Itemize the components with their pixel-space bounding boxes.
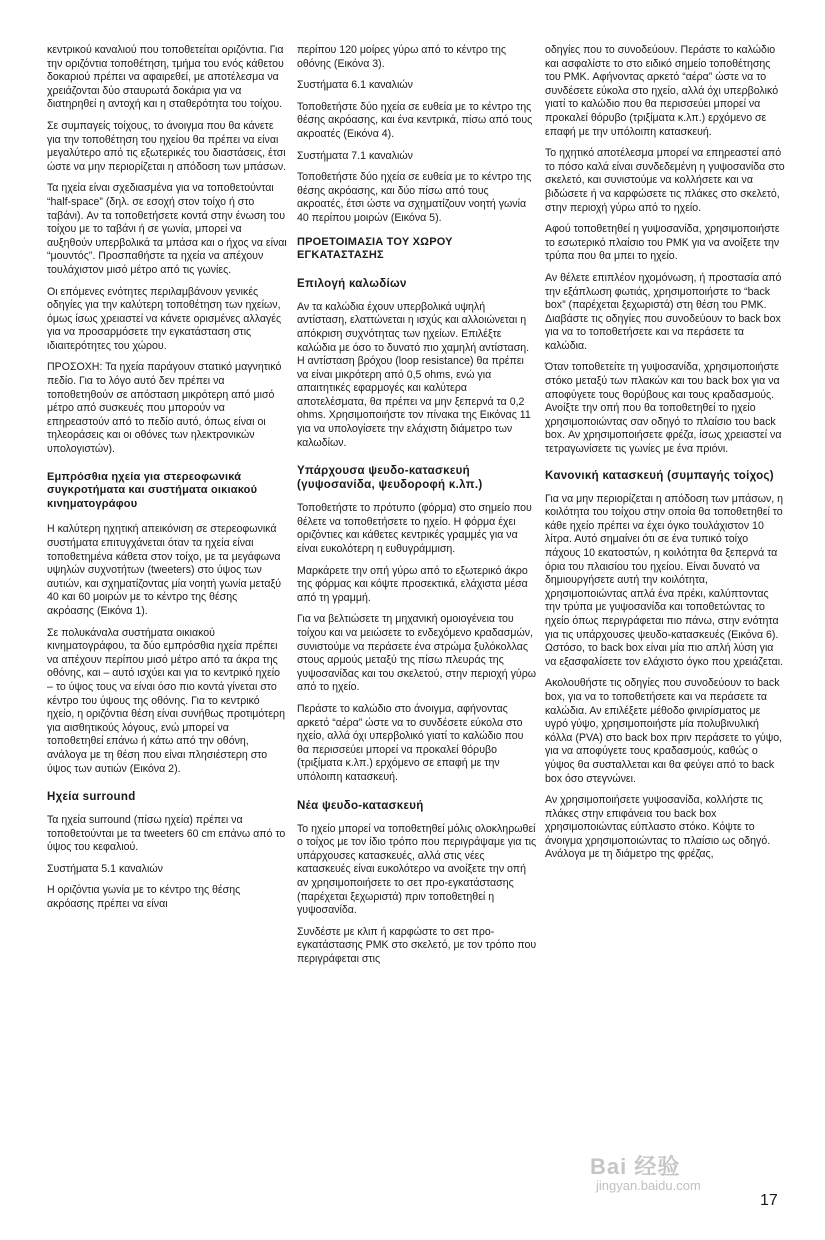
paragraph: Όταν τοποθετείτε τη γυψοσανίδα, χρησιμοποιήστε στόκο μεταξύ των πλακών και του back box για να αποφύγετε τους θορύβους και τους κραδασμούς. Ανοίξτε την οπή που θα τοποθετηθεί το ηχείο χρησιμοποιώντας σαν οδηγό το πλαίσιο του back box. Αν χρησιμοποιήσετε φρέζα, ίσως χρειαστεί να τετραγωνίσετε τις γωνίες με ένα πριόνι. — [545, 361, 782, 456]
section-heading-existing-construction: Υπάρχουσα ψευδο-κατασκευή (γυψοσανίδα, ψευδοροφή κ.λπ.) — [297, 465, 483, 492]
paragraph: Τα ηχεία surround (πίσω ηχεία) πρέπει να τοποθετούνται με τα tweeters 60 cm επάνω από το ύψος του κεφαλιού. — [47, 814, 286, 854]
paragraph: Σε συμπαγείς τοίχους, το άνοιγμα που θα κάνετε για την τοποθέτηση του ηχείου θα πρέπει να είναι μεγαλύτερο από τις εξωτερικές του διαστάσεις, έτσι ώστε να μην περιορίζεται η απόδοση των μπάσων. — [47, 119, 287, 173]
paragraph: Για να μην περιορίζεται η απόδοση των μπάσων, η κοιλότητα του τοίχου στην οποία θα τοποθετηθεί το κάθε ηχείο πρέπει να έχει όγκο τουλάχιστον 10 λίτρα. Αυτό σημαίνει ότι σε ένα τυπικό τοίχο πάχους 10 εκατοστών, η κοιλότητα θα ξεπερνά τα όρια του πλαισίου του ηχείου. Είναι δυνατό να δημιουργήσετε αυτή την κοιλότητα, χρησιμοποιώντας απλά ένα πρέκι, καλύπτοντας την τρύπα με γυψοσανίδα και τοποθετώντας το ηχείο όπως περιγράφεται πιο πάνω, στην ενότητα για τις υπάρχουσες ψευδο-κατασκευές (Εικόνα 6). Ωστόσο, το back box είναι μία πιο απλή λύση για να εξασφαλίσετε τον ελάχιστο όγκο που χρειάζεται. — [545, 492, 784, 668]
paragraph: Σε πολυκάναλα συστήματα οικιακού κινηματογράφου, τα δύο εμπρόσθια ηχεία πρέπει να απέχουν περίπου μισό μέτρο από τα άκρα της οθόνης, και – αυτό ισχύει και για το κεντρικό ηχείο – το ύψος τους να είναι όσο πιο κοντά γίνεται στο κέντρο του ύψους της οθόνης. Για το κεντρικό ηχείο, η οριζόντια θέση είναι συνήθως προτιμότερη για αισθητικούς λόγους, ενώ μπορεί να τοποθετηθεί επάνω ή κάτω από την οθόνη, ανάλογα με τη θέση που είναι πλησιέστερη στο ύψος των αυτιών (Εικόνα 2). — [47, 626, 285, 775]
page-number: 17 — [760, 1192, 778, 1209]
paragraph: ΠΡΟΣΟΧΗ: Τα ηχεία παράγουν στατικό μαγνητικό πεδίο. Για το λόγο αυτό δεν πρέπει να τοποθετηθούν σε απόσταση μικρότερη από μισό μέτρο από συσκευές που μπορούν να επηρεαστούν από το πεδίο αυτό, όπως είναι οι τηλεοράσεις και οι οθόνες των ηλεκτρονικών υπολογιστών). — [47, 361, 282, 456]
section-heading-cables: Επιλογή καλωδίων — [297, 277, 407, 290]
paragraph: κεντρικού καναλιού που τοποθετείται οριζόντια. Για την οριζόντια τοποθέτηση, τμήμα του ενός κάθετου δοκαριού πρέπει να αφαιρεθεί, με αποτέλεσμα να χρειάζονται δύο σταυρωτά δοκάρια για να διατηρηθεί η αντοχή και η σταθερότητα του τοίχου. — [47, 44, 284, 111]
section-heading-front-speakers: Εμπρόσθια ηχεία για στερεοφωνικά συγκροτήματα και συστήματα οικιακού κινηματογράφου — [47, 470, 258, 510]
paragraph: Οι επόμενες ενότητες περιλαμβάνουν γενικές οδηγίες για την καλύτερη τοποθέτηση των ηχείων, όμως ίσως χρειαστεί να κάνετε ορισμένες αλλαγές για να προσαρμόσετε την εγκατάσταση στις ιδιαιτερότητες του χώρου. — [47, 285, 282, 352]
section-heading-new-construction: Νέα ψευδο-κατασκευή — [297, 799, 424, 812]
paragraph: Για να βελτιώσετε τη μηχανική ομοιογένεια του τοίχου και να μειώσετε το ενδεχόμενο κραδασμών, συνιστούμε να περάσετε ένα στρώμα ξυλόκολλας στους αρμούς μεταξύ της πίσω πλευράς της γυψοσανίδας και του σκελετού, στην περιοχή γύρω από το ηχείο. — [297, 613, 537, 694]
paragraph: Συστήματα 5.1 καναλιών — [47, 862, 163, 875]
watermark-logo: Bai 经验 — [590, 1154, 681, 1179]
paragraph: Τοποθετήστε το πρότυπο (φόρμα) στο σημείο που θέλετε να τοποθετήσετε το ηχείο. Η φόρμα έχει οριζόντιες και κάθετες κεντρικές γραμμές για να είναι ευκολότερη η ευθυγράμμιση. — [297, 502, 532, 556]
paragraph: Αν τα καλώδια έχουν υπερβολικά υψηλή αντίσταση, ελαττώνεται η ισχύς και αλλοιώνεται η απόκριση συχνότητας των ηχείων. Επιλέξτε καλώδια με όσο το δυνατό πιο χαμηλή αντίσταση. Η αντίσταση βρόχου (loop resistance) θα πρέπει να είναι μικρότερη από 0,5 ohms, ενώ για απαιτητικές εφαρμογές και καλύτερα αποτελέσματα, θα πρέπει να μην ξεπερνά τα 0,2 ohms. Χρησιμοποιήστε τον πίνακα της Εικόνας 11 για να υπολογίσετε την ελάχιστη διάμετρο των καλωδίων. — [297, 300, 531, 449]
paragraph: Το ηχείο μπορεί να τοποθετηθεί μόλις ολοκληρωθεί ο τοίχος με τον ίδιο τρόπο που περιγράψαμε για τις υπάρχουσες κατασκευές, αλλά στις νέες κατασκευές είναι ευκολότερο να ανοίξετε την οπή αν χρησιμοποιήσετε το σετ προ-εγκατάστασης (παρέχεται ξεχωριστά) πριν τοποθετηθεί η γυψοσανίδα. — [297, 822, 537, 917]
paragraph: Τοποθετήστε δύο ηχεία σε ευθεία με το κέντρο της θέσης ακρόασης, και ένα κεντρικά, πίσω από τους ακροατές (Εικόνα 4). — [297, 100, 533, 140]
column-2 — [297, 44, 537, 974]
section-heading-preparation: ΠΡΟΕΤΟΙΜΑΣΙΑ ΤΟΥ ΧΩΡΟΥ ΕΓΚΑΤΑΣΤΑΣΗΣ — [297, 235, 453, 262]
paragraph: Αφού τοποθετηθεί η γυψοσανίδα, χρησιμοποιήστε το εσωτερικό πλαίσιο του PMK για να ανοίξετε την τρύπα που θα μπει το ηχείο. — [545, 223, 780, 263]
paragraph: οδηγίες που το συνοδεύουν. Περάστε το καλώδιο και ασφαλίστε το στο ειδικό σημείο τοποθέτησης του PMK. Αφήνοντας αρκετό “αέρα” ώστε να το συνδέσετε εύκολα στο ηχείο, αλλά όχι υπερβολικό γιατί το καλώδιο που θα περισσεύει μπορεί να προκαλεί θόρυβο (τριξίματα κ.λπ.) ερχόμενο σε επαφή με την υπόλοιπη κατασκευή. — [545, 44, 779, 138]
section-heading-solid-wall: Κανονική κατασκευή (συμπαγής τοίχος) — [545, 469, 774, 482]
paragraph: Συνδέστε με κλιπ ή καρφώστε το σετ προ-εγκατάστασης PMK στο σκελετό, με τον τρόπο που περιγράφεται στις — [297, 925, 537, 965]
column-1 — [47, 44, 287, 920]
paragraph: Συστήματα 7.1 καναλιών — [297, 149, 413, 162]
paragraph: Τοποθετήστε δύο ηχεία σε ευθεία με το κέντρο της θέσης ακρόασης, και δύο πίσω από τους ακροατές, έτσι ώστε να σχηματίζουν νοητή γωνία 40 περίπου μοιρών (Εικόνα 5). — [297, 171, 532, 224]
paragraph: περίπου 120 μοίρες γύρω από το κέντρο της οθόνης (Εικόνα 3). — [297, 44, 506, 70]
paragraph: Ακολουθήστε τις οδηγίες που συνοδεύουν το back box, για να το τοποθετήσετε και να περάσετε τα καλώδια. Αν επιλέξετε μέθοδο φινιρίσματος με υγρό γύψο, χρησιμοποιήστε μία πολυβινυλική κόλλα (PVA) στο back box πριν περάσετε το γύψο, για να αποφύγετε τους κραδασμούς, καθώς ο γύψος θα συσταλλεται και θα φεύγει από το back box όσο στεγνώνει. — [545, 677, 783, 785]
paragraph: Αν θέλετε επιπλέον ηχομόνωση, ή προστασία από την εξάπλωση φωτιάς, χρησιμοποιήστε το “back box” (παρέχεται ξεχωριστά) στη θέση του PMK. Διαβάστε τις οδηγίες που συνοδεύουν το back box για να το τοποθετήσετε και να περάσετε τα καλώδια. — [545, 271, 782, 352]
paragraph: Μαρκάρετε την οπή γύρω από το εξωτερικό άκρο της φόρμας και κόψτε προσεκτικά, ελάχιστα μέσα από τη γραμμή. — [297, 564, 528, 604]
paragraph: Αν χρησιμοποιήσετε γυψοσανίδα, κολλήστε τις πλάκες στην επιφάνεια του back box χρησιμοποιώντας εύπλαστο στόκο. Κόψτε το άνοιγμα χρησιμοποιώντας το πλαίσιο ως οδηγό. Ανάλογα με τη διάμετρο της φρέζας, — [545, 794, 771, 861]
paragraph: Το ηχητικό αποτέλεσμα μπορεί να επηρεαστεί από το πόσο καλά είναι συνδεδεμένη η γυψοσανίδα στο σκελετό, και συνιστούμε να κολλήσετε και να βιδώσετε ή να καρφώσετε τις πλάκες στο σκελετό, στην περιοχή γύρω από το ηχείο. — [545, 147, 785, 214]
paragraph: Η οριζόντια γωνία με το κέντρο της θέσης ακρόασης πρέπει να είναι — [47, 884, 241, 911]
paragraph: Συστήματα 6.1 καναλιών — [297, 79, 413, 92]
section-heading-surround: Ηχεία surround — [47, 791, 136, 804]
watermark-url: jingyan.baidu.com — [596, 1178, 701, 1193]
column-3 — [545, 44, 785, 870]
paragraph: Περάστε το καλώδιο στο άνοιγμα, αφήνοντας αρκετό “αέρα” ώστε να το συνδέσετε εύκολα στο ηχείο, αλλά όχι υπερβολικό γιατί το καλώδιο που θα περισσεύει μπορεί να προκαλεί θόρυβο (τριξίματα κ.λπ.) ερχόμενο σε επαφή με την υπόλοιπη κατασκευή. — [297, 702, 524, 783]
paragraph: Τα ηχεία είναι σχεδιασμένα για να τοποθετούνται “half-space” (δηλ. σε εσοχή στον τοίχο ή στο ταβάνι). Αν τα τοποθετήσετε κοντά στην ένωση του τοίχου με το ταβάνι ή σε γωνία, μπορεί να αυξηθούν υπερβολικά τα μπάσα και ο ήχος να είναι “μουντός”. Προσπαθήστε τα ηχεία να απέχουν τουλάχιστον μισό μέτρο από τις γωνίες. — [47, 182, 287, 276]
paragraph: Η καλύτερη ηχητική απεικόνιση σε στερεοφωνικά συστήματα επιτυγχάνεται όταν τα ηχεία είναι τοποθετημένα κάθετα στον τοίχο, με τα μεγάφωνα υψηλών συχνοτήτων (tweeters) στο ύψος των αυτιών, και σχηματίζοντας μία νοητή γωνία μεταξύ 40 και 60 μοιρών με το κέντρο της θέσης ακρόασης (Εικόνα 1). — [47, 523, 282, 617]
